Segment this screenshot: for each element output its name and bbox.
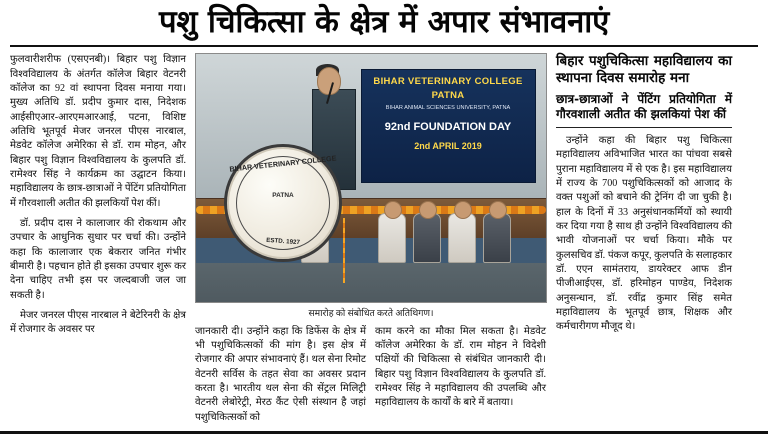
middle-bottom-col-1: जानकारी दी। उन्होंने कहा कि डिफेंस के क्षेत्र में भी पशुचिकित्सकों की मांग है। इस क्षेत्र में रोजगार की अपार संभावनाएं हैं। थल सेना रिमोट वेटनरी सर्विस के तहत सेवा का अवसर प्रदान करता है। भारतीय थल सेना की सेंट्रल मिलिट्री वेटनरी लेबोरेट्री, मेरठ कैंट ऐसी संस्थान है जहां पशुचिकित्सकों को bbox=[195, 325, 366, 423]
banner-line-4: 2nd APRIL 2019 bbox=[414, 140, 482, 151]
left-paragraph-1: फुलवारीशरीफ (एसएनबी)। बिहार पशु विज्ञान विश्वविद्यालय के अंतर्गत कॉलेज बिहार वेटनरी कॉलेज का 92 वां स्थापना दिवस मनाया गया। मुख्य अतिथि डॉ. प्रदीप कुमार दास, निदेशक आईसीएआर-आरएमआरआई, पटना, विशिष्ट अतिथि भूतपूर्व मेजर जनरल पीएस नारबाल, मेडवेट कॉलेज अमेरिका से डॉ. राम मोहन, और बिहार पशु विज्ञान विश्वविद्यालय के कुलपति डॉ. रामेश्वर सिंह ने कार्यक्रम का उद्घाटन किया। महाविद्यालय के छात्र-छात्राओं ने पेंटिंग प्रतियोगिता में गौरवशाली अतीत की झलकियाँ पेश कीं। bbox=[10, 54, 186, 209]
seated-guest bbox=[448, 213, 476, 263]
headline-block bbox=[10, 4, 758, 47]
left-paragraph-2: डॉ. प्रदीप दास ने कालाजार की रोकथाम और उपचार के आधुनिक सुधार पर चर्चा की। उन्होंने कहा कि कालाजार एक बेकरार जनित गंभीर बीमारी है। पहचान होते ही इसका उपचार शुरू कर देना चाहिए तभी इस पर जल्दबाजी जल जा सकती है। bbox=[10, 218, 186, 301]
left-column bbox=[10, 53, 186, 405]
right-column bbox=[556, 53, 732, 405]
seated-guest bbox=[483, 213, 511, 263]
seal-text bbox=[227, 147, 339, 259]
page-title: पशु चिकित्सा के क्षेत्र में अपार संभावनाएं bbox=[158, 4, 610, 40]
middle-bottom-text bbox=[195, 325, 547, 425]
right-subheadline: छात्र-छात्राओं ने पेंटिंग प्रतियोगिता में गौरवशाली अतीत की झलकियां पेश कीं bbox=[556, 92, 732, 128]
guest-head bbox=[489, 201, 507, 219]
banner-line-3: 92nd FOUNDATION DAY bbox=[384, 121, 512, 134]
event-photograph bbox=[195, 53, 547, 303]
banner-line-1: BIHAR VETERINARY COLLEGE PATNA bbox=[373, 76, 523, 101]
banner-line-2: BIHAR ANIMAL SCIENCES UNIVERSITY, PATNA bbox=[385, 105, 511, 112]
photo-caption: समारोह को संबोधित करते अतिथिगण। bbox=[308, 308, 434, 319]
left-paragraph-3: मेजर जनरल पीएस नारबाल ने बेटेरिनरी के क्षेत्र में रोजगार के अवसर पर bbox=[10, 310, 186, 336]
middle-column bbox=[195, 53, 547, 423]
middle-bottom-col-2: काम करने का मौका मिल सकता है। मेडवेट कॉलेज अमेरिका के डॉ. राम मोहन ने विदेशी पक्षियों की चिकित्सा से संबंधित जानकारी दी। बिहार पशु विज्ञान विश्वविद्यालय के कुलपति डॉ. रामेश्वर सिंह ने महाविद्यालय की उपलब्धि और महाविद्यालय के कार्यों के बारे में बताया। bbox=[375, 325, 546, 409]
garland-decoration bbox=[343, 218, 345, 282]
guest-head bbox=[419, 201, 437, 219]
right-paragraph-1: उन्होंने कहा की बिहार पशु चिकित्सा महाविद्यालय अविभाजित भारत का पांचवा सबसे पुराना महाविद्यालय में से एक है। इस महाविद्यालय में राज्य के 700 पशुचिकित्सकों को आजाद के वक्त पशुओं को बचाने की ट्रेनिंग दी जा चुकी है। हाल के दिनों में 33 अनुसंधानकर्मियों को स्थायी कर दिया गया है साथ ही उन्होंने विश्वविद्यालय की भावी योजनाओं पर चर्चा किया। मौके पर कुलसचिव डॉ. पंकज कपूर, कुलपति के सलाहकार डॉ. एएन सामंतराय, डायरेक्टर आफ डीन पीजीआईएस, डॉ. हरिमोहन पाण्डेय, निदेशक अनुसन्धान, डॉ. रवींद्र कुमार सिंह समेत महाविद्यालय के भूतपूर्व छात्र, शिक्षक और कर्मचारीगण मौजूद थे। bbox=[556, 135, 732, 333]
columns-container bbox=[10, 53, 758, 423]
stage-banner bbox=[361, 69, 536, 183]
seated-guest bbox=[378, 213, 406, 263]
right-headline: बिहार पशुचिकित्सा महाविद्यालय का स्थापना दिवस समारोह मना bbox=[556, 53, 732, 87]
college-seal-icon bbox=[224, 144, 342, 262]
seal-top-text: BIHAR VETERINARY COLLEGE bbox=[229, 153, 337, 174]
guest-head bbox=[454, 201, 472, 219]
seal-mid-text: PATNA bbox=[272, 191, 294, 199]
seated-guest bbox=[413, 213, 441, 263]
guest-head bbox=[384, 201, 402, 219]
seal-bottom-text: ESTD. 1927 bbox=[266, 236, 301, 247]
